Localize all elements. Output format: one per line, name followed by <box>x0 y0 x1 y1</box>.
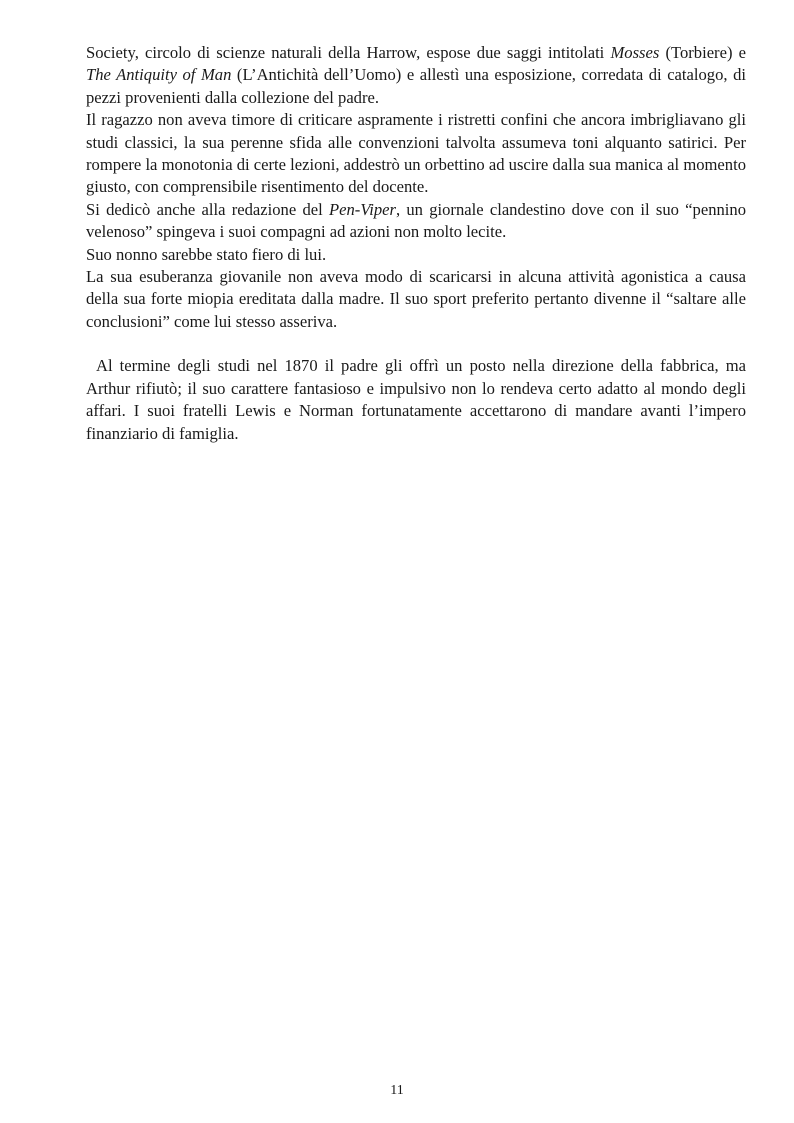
paragraph-3-text: , un giornale clandestino dove con il suo “pennino velenoso” spingeva i suoi compagni ad azioni non molto lecite. <box>86 199 746 242</box>
page-body <box>86 42 746 445</box>
paragraph-3-text: Si dedicò anche alla redazione del <box>86 199 329 219</box>
paragraph-2-text: Il ragazzo non aveva timore di criticare aspramente i ristretti confini che ancora imbrigliavano gli studi classici, la sua perenne sfida alle convenzioni talvolta assumeva toni alquanto satirici. Per rompere la monotonia di certe lezioni, addestrò un orbettino ad uscire dalla sua manica al momento giusto, con comprensibile risentimento del docente. <box>86 110 746 197</box>
paragraph-2 <box>86 109 746 199</box>
paragraph-4 <box>86 244 746 266</box>
title-mosses: Mosses <box>610 43 660 62</box>
page-number: 11 <box>390 1083 404 1098</box>
title-pen-viper: Pen-Viper <box>329 199 396 219</box>
paragraph-3 <box>86 199 746 244</box>
paragraph-6 <box>86 355 746 445</box>
paragraph-1-text: (Torbiere) e <box>659 43 746 62</box>
paragraph-1-text: (L’Antichità dell’Uomo) e allestì una esposizione, corredata di catalogo, di pezzi provenienti dalla collezione del padre. <box>86 65 746 107</box>
paragraph-6-text: Al termine degli studi nel 1870 il padre gli offrì un posto nella direzione della fabbrica, ma Arthur rifiutò; il suo carattere fantasioso e impulsivo non lo rendeva certo adatto al mondo degli affari. I suoi fratelli Lewis e Norman fortunatamente accettarono di mandare avanti l’impero finanziario di famiglia. <box>86 356 746 443</box>
title-antiquity-of-man: The Antiquity of Man <box>86 65 232 85</box>
paragraph-5-text: La sua esuberanza giovanile non aveva modo di scaricarsi in alcuna attività agonistica a causa della sua forte miopia ereditata dalla madre. Il suo sport preferito pertanto divenne il “saltare alle conclusioni” come lui stesso asseriva. <box>86 267 746 331</box>
paragraph-1 <box>86 42 746 109</box>
paragraph-5 <box>86 266 746 333</box>
paragraph-1-text: Society, circolo di scienze naturali della Harrow, espose due saggi intitolati <box>86 43 611 62</box>
paragraph-4-text: Suo nonno sarebbe stato fiero di lui. <box>86 244 327 264</box>
